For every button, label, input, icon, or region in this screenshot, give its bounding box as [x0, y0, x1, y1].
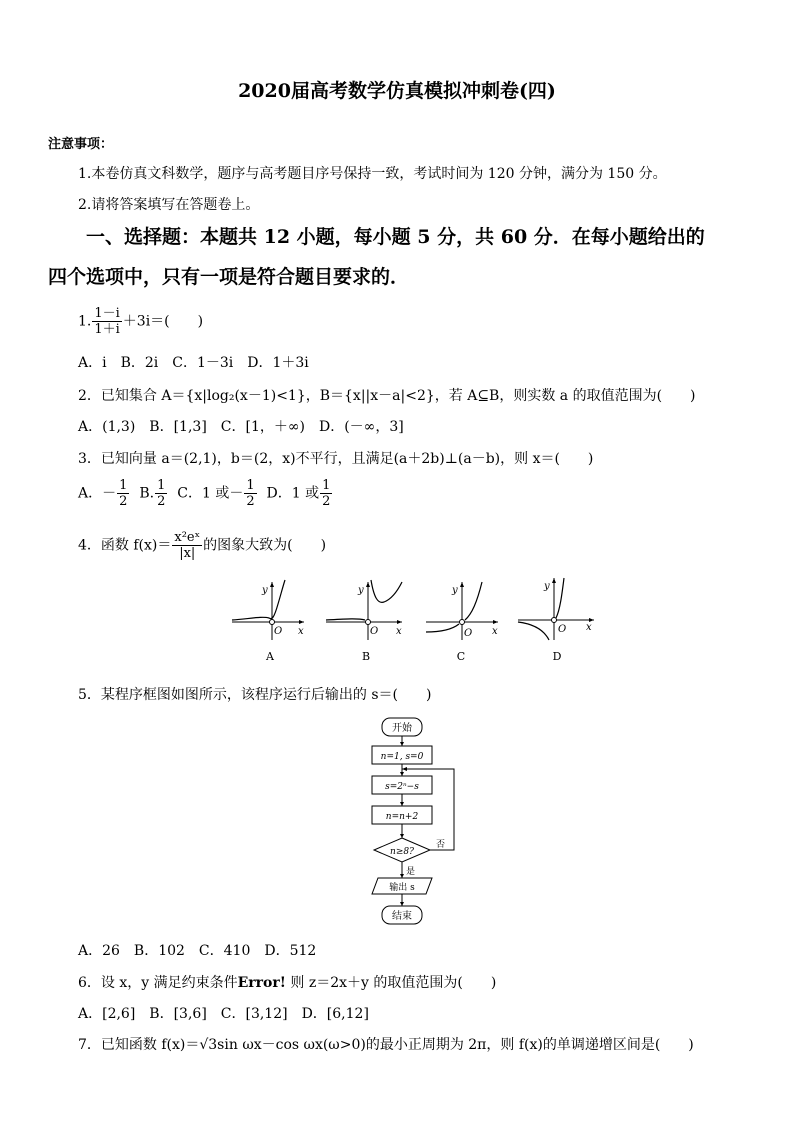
graph-c-label: C	[456, 650, 466, 663]
graph-c-y-label: y	[452, 585, 458, 596]
graph-d-origin: O	[558, 624, 567, 635]
graph-c-origin: O	[464, 628, 473, 639]
graph-c-x-label: x	[492, 626, 498, 637]
question-6	[78, 972, 496, 992]
q4-prefix: 4．函数 f(x)＝	[78, 537, 172, 554]
graph-b	[322, 578, 406, 644]
graph-b-origin: O	[370, 626, 379, 637]
q1-suffix: ＋3i＝( )	[122, 313, 204, 330]
question-7: 7．已知函数 f(x)＝√3sin ωx－cos ωx(ω>0)的最小正周期为 2π，则 f(x)的单调递增区间是( )	[78, 1037, 694, 1053]
section-heading-line1: 一、选择题：本题共 12 小题，每小题 5 分，共 60 分．在每小题给出的	[86, 226, 705, 248]
q3-a-den: 2	[119, 494, 128, 509]
question-1	[78, 306, 203, 337]
question-4	[78, 530, 326, 561]
q3-b-den: 2	[157, 494, 166, 509]
graph-d-y-label: y	[544, 581, 550, 592]
q6-stem-post: 则 z＝2x＋y 的取值范围为( )	[285, 975, 497, 991]
q1-options: A．i B．2i C．1－3i D．1＋3i	[78, 355, 309, 371]
q3-option-a: A．－	[78, 485, 117, 502]
q3-d-num: 1	[322, 478, 331, 493]
q1-prefix: 1.	[78, 313, 92, 330]
question-5: 5．某程序框图如图所示，该程序运行后输出的 s＝( )	[78, 687, 432, 703]
flow-assign-n: n=n+2	[385, 812, 419, 822]
q3-option-d: D．1 或	[266, 485, 320, 502]
graph-d	[514, 574, 598, 644]
q3-option-b: B.	[139, 485, 155, 502]
graph-a	[228, 578, 308, 644]
q3-options	[78, 478, 333, 509]
question-2: 2．已知集合 A＝{x|log₂(x－1)<1}，B＝{x||x－a|<2}，若 A⊆B，则实数 a 的取值范围为( )	[78, 388, 696, 404]
graph-b-label: B	[361, 650, 371, 663]
graph-d-label: D	[552, 650, 562, 663]
flow-cond: n≥8?	[390, 847, 414, 857]
q1-frac-den: 1＋i	[94, 322, 120, 337]
flow-start: 开始	[392, 723, 412, 734]
q4-suffix: 的图象大致为( )	[203, 537, 327, 554]
flow-end: 结束	[392, 911, 412, 922]
page-title: 2020届高考数学仿真模拟冲刺卷(四)	[238, 80, 556, 102]
q1-fraction	[92, 306, 121, 337]
graph-a-origin: O	[274, 626, 283, 637]
flowchart	[360, 712, 470, 934]
q3-c-den: 2	[246, 494, 255, 509]
question-3: 3．已知向量 a＝(2,1)，b＝(2，x)不平行，且满足(a＋2b)⊥(a－b)，则 x＝( )	[78, 451, 594, 467]
q6-stem-pre: 6．设 x，y 满足约束条件	[78, 975, 238, 991]
q3-option-c: C．1 或－	[177, 485, 244, 502]
flow-init: n=1, s=0	[380, 752, 424, 762]
q5-options: A．26 B．102 C．410 D．512	[78, 943, 317, 959]
q2-options: A．(1,3) B．[1,3] C．[1，＋∞) D．(－∞，3]	[78, 419, 404, 435]
q3-a-num: 1	[119, 478, 128, 493]
section-heading-line2: 四个选项中，只有一项是符合题目要求的．	[48, 266, 410, 288]
q3-c-num: 1	[246, 478, 255, 493]
graph-a-x-label: x	[298, 626, 304, 637]
q4-frac-num: x²eˣ	[174, 530, 201, 545]
flow-assign-s: s=2ⁿ−s	[385, 782, 419, 792]
notice-item-2: 2.请将答案填写在答题卷上。	[78, 197, 260, 213]
graph-b-x-label: x	[396, 626, 402, 637]
graph-a-y-label: y	[262, 585, 268, 596]
flow-yes: 是	[406, 867, 416, 877]
notice-heading: 注意事项：	[48, 137, 114, 152]
q6-options: A．[2,6] B．[3,6] C．[3,12] D．[6,12]	[78, 1006, 369, 1022]
flow-output: 输出 s	[389, 883, 415, 893]
q3-d-den: 2	[322, 494, 331, 509]
flow-no: 否	[436, 840, 446, 850]
q6-error-field: Error!	[237, 975, 286, 991]
graph-d-x-label: x	[586, 622, 592, 633]
q3-b-num: 1	[157, 478, 166, 493]
graph-a-label: A	[266, 650, 274, 663]
q1-frac-num: 1－i	[94, 306, 120, 321]
q4-frac-den: |x|	[179, 546, 196, 561]
graph-b-y-label: y	[358, 585, 364, 596]
graph-c	[422, 578, 502, 644]
notice-item-1: 1.本卷仿真文科数学，题序与高考题目序号保持一致，考试时间为 120 分钟，满分为 150 分。	[78, 166, 667, 182]
